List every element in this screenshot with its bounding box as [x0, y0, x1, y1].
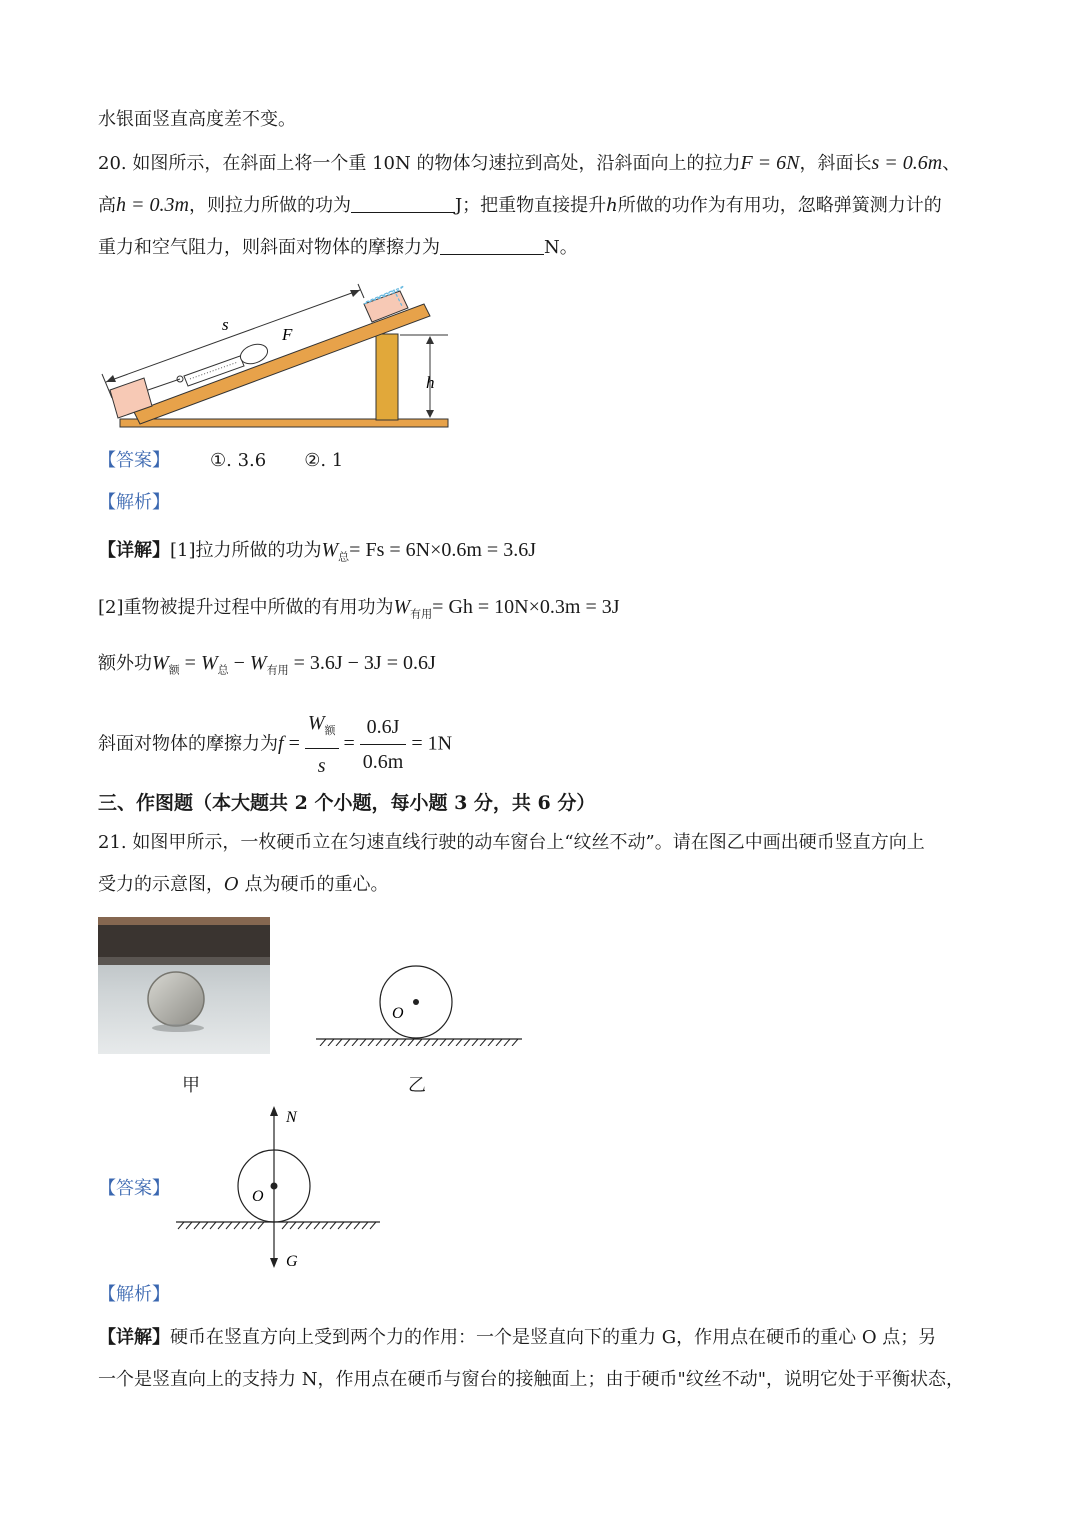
coin-diagram-yi — [312, 962, 526, 1046]
label-O-answer: O — [252, 1188, 264, 1205]
label-G: G — [286, 1253, 298, 1270]
question-21-line1: 21. 如图甲所示，一枚硬币立在匀速直线行驶的动车窗台上“纹丝不动”。请在图乙中画出硬币竖直方向上 — [98, 832, 925, 853]
detail-2: [2]重物被提升过程中所做的有用功为$W_{有用}= Gh = 10N\times 0.3m = 3J$ — [98, 596, 620, 621]
detail-21-line1: 【详解】硬币在竖直方向上受到两个力的作用：一个是竖直向下的重力 G，作用点在硬币的重心 O 点；另 — [98, 1327, 937, 1348]
answer-20: 【答案】 ①. 3.6 ②. 1 — [98, 450, 344, 471]
question-20-line2: 高h = 0.3m，则拉力所做的功为 J；把重物直接提升h所做的功作为有用功，忽略弹簧测力计的 — [98, 194, 942, 216]
detail-3: 额外功$W_额 = W_总 - W_{有用} = 3.6J - 3J = 0.6J$ — [98, 652, 436, 677]
coin-photo — [98, 917, 270, 1054]
caption-jia: 甲 — [182, 1075, 200, 1096]
question-21-line2: 受力的示意图，O 点为硬币的重心。 — [98, 874, 389, 895]
section-heading: 三、作图题（本大题共 2 个小题，每小题 3 分，共 6 分） — [98, 792, 596, 814]
label-O: O — [392, 1005, 404, 1022]
detail-21-line2: 一个是竖直向上的支持力 N，作用点在硬币与窗台的接触面上；由于硬币"纹丝不动"，说明它处于平衡状态， — [98, 1369, 965, 1390]
fraction-1: $\frac{W_额}{s}$ — [305, 708, 339, 781]
caption-yi: 乙 — [408, 1075, 426, 1096]
incline-figure — [98, 278, 458, 434]
label-N: N — [286, 1109, 297, 1126]
question-20-line3: 重力和空气阻力，则斜面对物体的摩擦力为 N。 — [98, 237, 578, 258]
question-20-line1: 20. 如图所示，在斜面上将一个重 10N 的物体匀速拉到高处，沿斜面向上的拉力F = 6N，斜面长s = 0.6m、 — [98, 152, 961, 174]
label-h: h — [426, 373, 435, 392]
answer-blank-1 — [351, 194, 455, 213]
force-diagram-answer — [172, 1104, 384, 1272]
label-s: s — [222, 315, 229, 334]
analysis-21-tag: 【解析】 — [98, 1284, 170, 1305]
detail-1: 【详解】[1]拉力所做的功为$W_总= Fs = 6N\times 0.6m = 3.6J$ — [98, 539, 536, 564]
answer-21-tag: 【答案】 — [98, 1178, 170, 1199]
analysis-tag: 【解析】 — [98, 492, 170, 513]
detail-4: 斜面对物体的摩擦力为f = $\frac{W_额}{s}$ = $\frac{0.6J}{0.6m}$ = 1N — [98, 708, 452, 781]
text-line: 水银面竖直高度差不变。 — [98, 109, 296, 130]
label-F: F — [282, 325, 293, 344]
fraction-2: $\frac{0.6J}{0.6m}$ — [360, 712, 407, 777]
answer-blank-2 — [440, 236, 544, 255]
